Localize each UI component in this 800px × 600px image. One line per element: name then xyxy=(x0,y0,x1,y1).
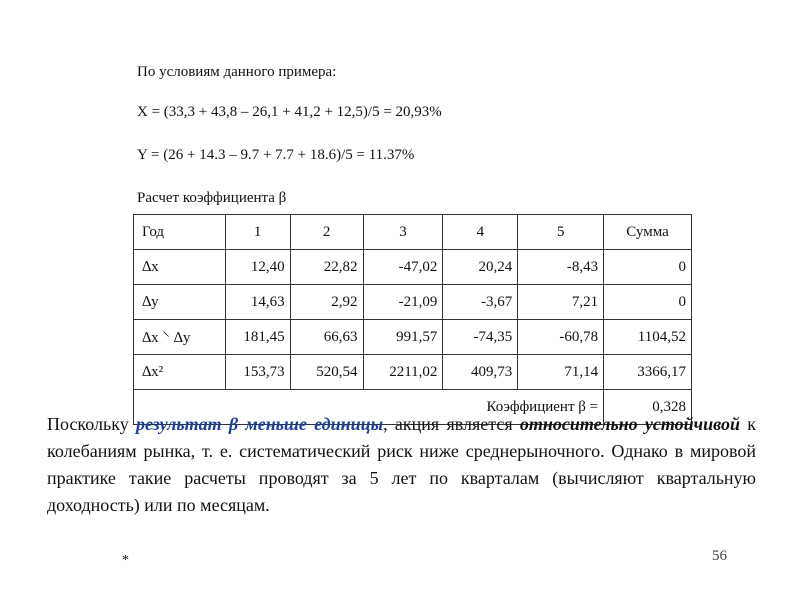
table-cell: 3366,17 xyxy=(604,355,692,390)
table-cell: -21,09 xyxy=(363,285,443,320)
header-cell: Сумма xyxy=(604,215,692,250)
table-cell: 66,63 xyxy=(290,320,363,355)
table-cell: 7,21 xyxy=(518,285,604,320)
table-cell: 991,57 xyxy=(363,320,443,355)
page-number: 56 xyxy=(712,548,727,564)
emphasis-stable: относительно устойчивой xyxy=(519,414,740,434)
table-cell: 181,45 xyxy=(225,320,290,355)
formula-x: X = (33,3 + 43,8 – 26,1 + 41,2 + 12,5)/5 = 20,93% xyxy=(137,104,442,120)
table-row xyxy=(134,320,692,355)
intro-line: По условиям данного примера: xyxy=(137,64,337,80)
table-cell: 71,14 xyxy=(518,355,604,390)
paragraph-text: , акция является xyxy=(383,414,520,434)
header-cell: Год xyxy=(134,215,226,250)
beta-table xyxy=(133,214,692,425)
table-cell: 2,92 xyxy=(290,285,363,320)
paragraph-text: Поскольку xyxy=(47,414,136,434)
table-cell: 20,24 xyxy=(443,250,518,285)
row-label: ∆x xyxy=(134,250,226,285)
header-cell: 3 xyxy=(363,215,443,250)
coefficient-value: 0,328 xyxy=(604,390,692,425)
table-cell: 0 xyxy=(604,285,692,320)
conclusion-paragraph xyxy=(47,411,756,519)
table-cell: -3,67 xyxy=(443,285,518,320)
header-cell: 2 xyxy=(290,215,363,250)
header-cell: 1 xyxy=(225,215,290,250)
table-cell: 22,82 xyxy=(290,250,363,285)
table-cell: -8,43 xyxy=(518,250,604,285)
table-row xyxy=(134,355,692,390)
table-cell: 0 xyxy=(604,250,692,285)
emphasis-result: результат β меньше единицы xyxy=(135,414,384,434)
table-row xyxy=(134,250,692,285)
header-cell: 4 xyxy=(443,215,518,250)
row-label: ∆y xyxy=(134,285,226,320)
footer-asterisk: * xyxy=(122,553,129,568)
table-cell: -47,02 xyxy=(363,250,443,285)
coefficient-label: Коэффициент β = xyxy=(134,390,604,425)
table-cell: 2211,02 xyxy=(363,355,443,390)
table-cell: 1104,52 xyxy=(604,320,692,355)
table-row xyxy=(134,285,692,320)
table-cell: 14,63 xyxy=(225,285,290,320)
row-label: ∆x ⸌ ∆y xyxy=(134,320,226,355)
table-cell: 409,73 xyxy=(443,355,518,390)
table-cell: 12,40 xyxy=(225,250,290,285)
table-header-row xyxy=(134,215,692,250)
beta-calc-heading: Расчет коэффициента β xyxy=(137,190,287,206)
header-cell: 5 xyxy=(518,215,604,250)
row-label: ∆x² xyxy=(134,355,226,390)
table-cell: -74,35 xyxy=(443,320,518,355)
table-cell: -60,78 xyxy=(518,320,604,355)
table-cell: 153,73 xyxy=(225,355,290,390)
table-cell: 520,54 xyxy=(290,355,363,390)
formula-y: Y = (26 + 14.3 – 9.7 + 7.7 + 18.6)/5 = 11.37% xyxy=(137,147,415,163)
paragraph-text: к колебаниям рынка, т. е. систематический риск ниже среднерыночного. Однако в мировой практике такие расчеты проводят за 5 лет по кварталам (вычисляют квартальную доходность) или по месяцам. xyxy=(47,414,756,515)
